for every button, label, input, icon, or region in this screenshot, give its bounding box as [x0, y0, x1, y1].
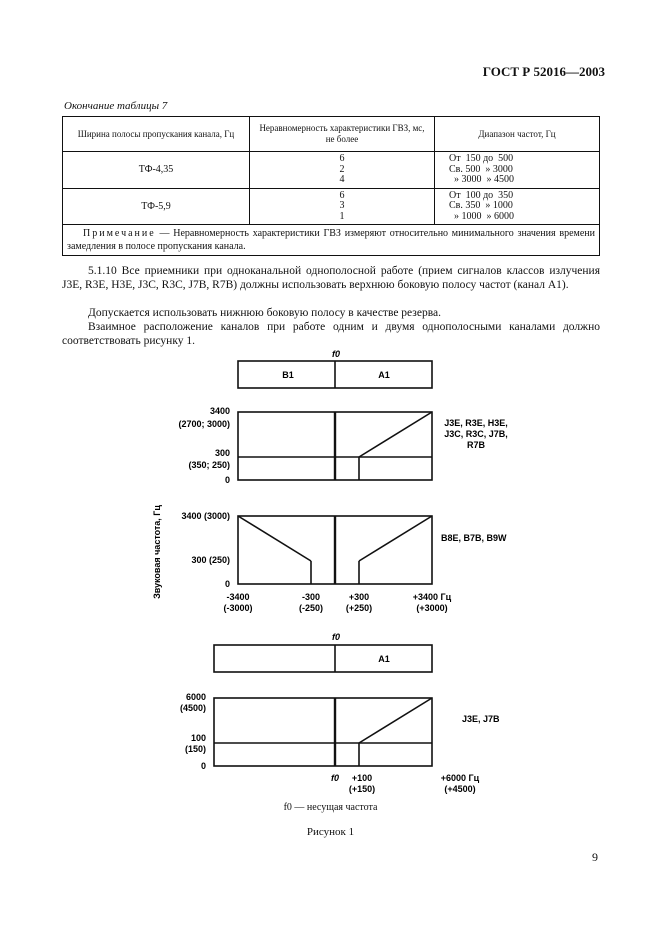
- cell-width: ТФ-4,35: [63, 152, 250, 189]
- band-a1-label: A1: [378, 370, 390, 380]
- x3-tick-3-alt: (+4500): [444, 784, 476, 794]
- cell-values: 6 3 1: [250, 188, 435, 225]
- x-tick-4-alt: (+3000): [416, 603, 448, 613]
- chart1-classes-3: R7B: [466, 440, 486, 450]
- chart3-classes: J3E, J7B: [462, 714, 500, 724]
- chart1-y-mid-alt: (350; 250): [188, 460, 230, 470]
- col-header-width: Ширина полосы пропускания канала, Гц: [63, 117, 250, 152]
- chart1-usb-slope: [359, 412, 432, 457]
- col-header-gvz: Неравномерность характеристики ГВЗ, мс, не более: [250, 117, 435, 152]
- cell-values: 6 2 4: [250, 152, 435, 189]
- band-a1-label-bottom: A1: [378, 654, 390, 664]
- page-number: 9: [592, 850, 598, 864]
- y-axis-label: Звуковая частота, Гц: [152, 505, 162, 599]
- cell-ranges: От 100 до 350 Св. 350 » 1000 » 1000 » 6000: [435, 188, 600, 225]
- x3-tick-1: f0: [330, 773, 340, 783]
- figure-caption: Рисунок 1: [306, 826, 355, 838]
- chart2-y-mid: 300 (250): [191, 555, 230, 565]
- chart3-y-mid-alt: (150): [184, 744, 206, 754]
- chart3-y-mid: 100: [190, 733, 206, 743]
- chart2-usb-slope: [359, 516, 432, 561]
- chart2-y-zero: 0: [224, 579, 230, 589]
- x-tick-1: -3400: [226, 592, 250, 602]
- chart3-y-top-alt: (4500): [179, 703, 206, 713]
- x-tick-2: -300: [301, 592, 321, 602]
- paragraph-5-1-10: 5.1.10 Все приемники при одноканальной однополосной работе (прием сигналов классов излучения J3E, R3E, H3E, J3C, R3C, J7B, R7B) должны использовать верхнюю боковую полосу частот (канал A1).: [62, 265, 600, 291]
- x-tick-4: +3400 Гц: [412, 592, 452, 602]
- chart1-classes-2: J3C, R3C, J7B,: [444, 429, 508, 439]
- x-tick-2-alt: (-250): [298, 603, 324, 613]
- chart1-y-mid: 300: [214, 448, 230, 458]
- chart1-y-top-alt: (2700; 3000): [178, 419, 230, 429]
- note-label: Примечание: [83, 228, 156, 239]
- table-caption: Окончание таблицы 7: [64, 100, 168, 112]
- x3-tick-2-alt: (+150): [348, 784, 376, 794]
- chart1-y-zero: 0: [224, 475, 230, 485]
- standard-header: ГОСТ Р 52016—2003: [482, 64, 605, 79]
- band-bar-bottom: [214, 645, 432, 672]
- x-tick-3: +300: [348, 592, 370, 602]
- note-text: — Неравномерность характеристики ГВЗ измеряют относительно минимального значения времени замедления в полосе пропускания канала.: [67, 228, 595, 252]
- figure-legend: f0 — несущая частота: [283, 802, 378, 813]
- x3-tick-3: +6000 Гц: [440, 773, 480, 783]
- f0-label-bottom: f0: [331, 632, 341, 642]
- paragraph-reserve: Допускается использовать нижнюю боковую полосу в качестве резерва.: [88, 307, 441, 319]
- cell-width: ТФ-5,9: [63, 188, 250, 225]
- chart2-lsb-slope: [238, 516, 311, 561]
- chart2-classes: B8E, B7B, B9W: [441, 533, 507, 543]
- f0-label-top: f0: [331, 349, 341, 359]
- band-b1-label: B1: [282, 370, 294, 380]
- x-tick-1-alt: (-3000): [223, 603, 253, 613]
- chart3-y-zero: 0: [200, 761, 206, 771]
- x3-tick-2: +100: [351, 773, 373, 783]
- col-header-range: Диапазон частот, Гц: [435, 117, 600, 152]
- x-tick-3-alt: (+250): [345, 603, 373, 613]
- chart3-y-top: 6000: [185, 692, 206, 702]
- chart3-frame: [214, 698, 432, 766]
- paragraph-figure-ref: Взаимное расположение каналов при работе одним и двумя однополосными каналами должно соответствовать рисунку 1.: [62, 321, 600, 347]
- chart1-classes-1: J3E, R3E, H3E,: [444, 418, 508, 428]
- chart3-usb-slope: [359, 698, 432, 743]
- cell-ranges: От 150 до 500 Св. 500 » 3000 » 3000 » 4500: [435, 152, 600, 189]
- chart2-y-top: 3400 (3000): [181, 511, 230, 521]
- chart1-y-top: 3400: [209, 406, 230, 416]
